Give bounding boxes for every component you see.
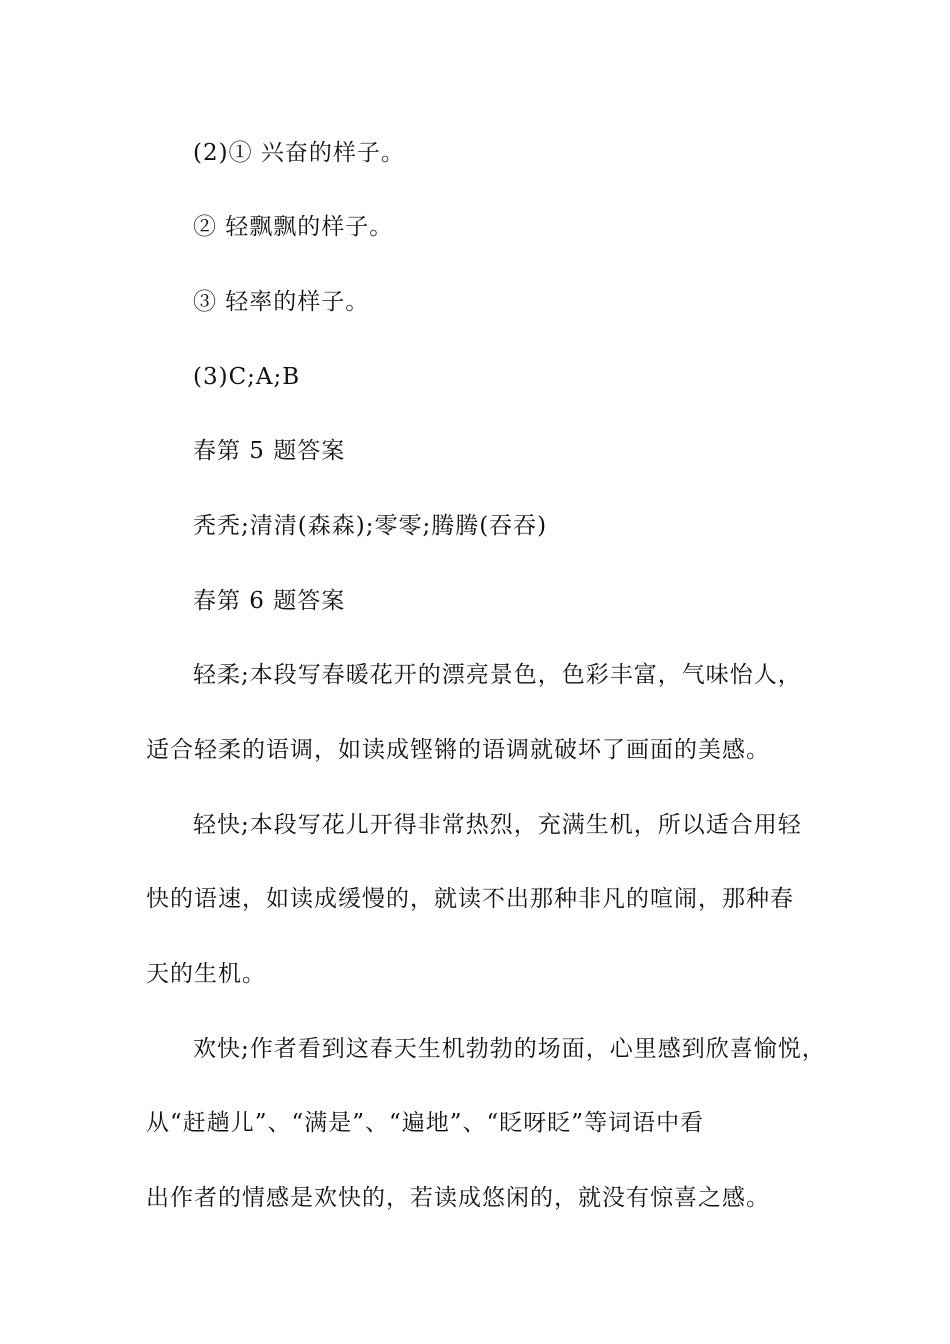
answer-2-line-1: (2)① 兴奋的样子。 [193,140,405,166]
question-5-heading: 春第 5 题答案 [193,438,346,464]
paragraph-3-line-2: 从“赶趟儿”、“满是”、“遍地”、“眨呀眨”等词语中看 [146,1110,705,1136]
answer-3-line: (3)C;A;B [193,364,301,390]
question-6-heading: 春第 6 题答案 [193,588,346,614]
question-5-answer: 秃秃;清清(森森);零零;腾腾(吞吞) [193,513,548,539]
paragraph-3-line-1: 欢快;作者看到这春天生机勃勃的场面，心里感到欣喜愉悦， [193,1036,826,1062]
paragraph-2-line-1: 轻快;本段写花儿开得非常热烈，充满生机，所以适合用轻 [193,812,802,838]
paragraph-1-line-2: 适合轻柔的语调，如读成铿锵的语调就破坏了画面的美感。 [146,737,770,763]
paragraph-1-line-1: 轻柔;本段写春暖花开的漂亮景色，色彩丰富，气味怡人， [193,662,802,688]
paragraph-2-line-2: 快的语速，如读成缓慢的，就读不出那种非凡的喧闹，那种春 [146,886,794,912]
paragraph-3-line-3: 出作者的情感是欢快的，若读成悠闲的，就没有惊喜之感。 [146,1185,770,1211]
answer-2-line-3: ③ 轻率的样子。 [193,289,370,315]
answer-2-line-2: ② 轻飘飘的样子。 [193,214,394,240]
paragraph-2-line-3: 天的生机。 [146,961,266,987]
